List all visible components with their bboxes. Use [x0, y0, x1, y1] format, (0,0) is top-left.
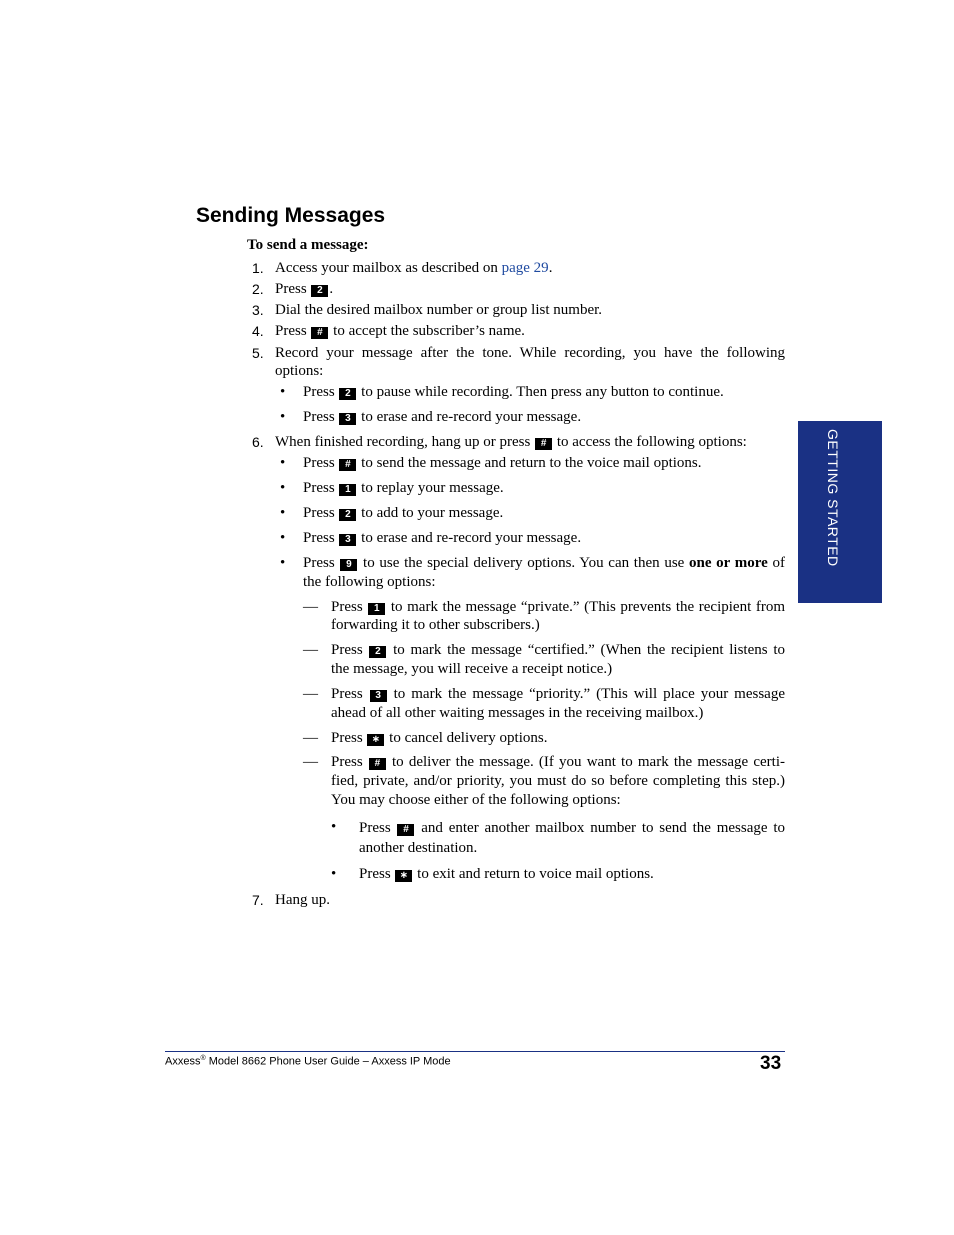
- step-4-text: Press # to accept the subscriber’s name.: [275, 323, 525, 339]
- bullet-marker: •: [280, 455, 286, 471]
- key-hash-icon: #: [369, 758, 386, 770]
- key-star-icon: ∗: [367, 734, 384, 746]
- step-number: 1.: [252, 260, 264, 276]
- key-9-icon: 9: [340, 559, 357, 571]
- small-bullet-marker: •: [331, 866, 337, 882]
- dash-marker: —: [303, 686, 318, 702]
- key-1-icon: 1: [339, 484, 356, 496]
- key-hash-icon: #: [535, 438, 552, 450]
- procedure-heading: To send a message:: [247, 237, 369, 253]
- key-hash-icon: #: [311, 327, 328, 339]
- bullet-marker: •: [280, 505, 286, 521]
- step-7-text: Hang up.: [275, 892, 330, 908]
- key-hash-icon: #: [339, 459, 356, 471]
- key-hash-icon: #: [397, 824, 414, 836]
- page-title: Sending Messages: [196, 204, 386, 227]
- step-2-text: Press 2 .: [275, 281, 334, 297]
- key-2-icon: 2: [369, 646, 386, 658]
- page-number: 33: [760, 1053, 782, 1074]
- dash-marker: —: [303, 599, 318, 615]
- key-2-icon: 2: [339, 388, 356, 400]
- step-number: 5.: [252, 345, 264, 361]
- key-1-icon: 1: [368, 603, 385, 615]
- key-3-icon: 3: [339, 413, 356, 425]
- bullet-marker: •: [280, 384, 286, 400]
- footer-title: Axxess® Model 8662 Phone User Guide – Axxess IP Mode: [165, 1055, 451, 1068]
- dash-item: Press 3 to mark the message “priority.” (This will place your message ahead of all other waiting messages in the receiving mailbox.): [331, 686, 785, 721]
- dash-marker: —: [303, 642, 318, 658]
- step-1-text: Access your mailbox as described on page 29.: [275, 260, 553, 276]
- dash-marker: —: [303, 754, 318, 770]
- bullet-marker: •: [280, 409, 286, 425]
- section-tab-label: GETTING STARTED: [825, 429, 841, 567]
- bullet-marker: •: [280, 555, 286, 571]
- key-star-icon: ∗: [395, 870, 412, 882]
- bullet-marker: •: [280, 480, 286, 496]
- key-2-icon: 2: [339, 509, 356, 521]
- bullet-item: Press # to send the message and return to the voice mail options.: [303, 455, 702, 471]
- bullet-marker: •: [280, 530, 286, 546]
- small-bullet-marker: •: [331, 819, 337, 835]
- step-number: 3.: [252, 302, 264, 318]
- sub-bullet-item: Press ∗ to exit and return to voice mail options.: [359, 866, 654, 882]
- sub-bullet-item: Press # and enter another mailbox number to send the message to another destination.: [359, 820, 785, 856]
- dash-item: Press 2 to mark the message “certified.” (When the recipient listens to the message, you will receive a receipt notice.): [331, 642, 785, 677]
- bullet-item: Press 3 to erase and re-record your message.: [303, 530, 582, 546]
- key-2-icon: 2: [311, 285, 328, 297]
- bullet-item: Press 2 to pause while recording. Then press any button to continue.: [303, 384, 724, 400]
- dash-item: Press 1 to mark the message “private.” (This prevents the recipient from forwarding it to other subscribers.): [331, 599, 785, 633]
- bullet-item: Press 2 to add to your message.: [303, 505, 504, 521]
- footer-divider: [165, 1051, 785, 1052]
- step-number: 4.: [252, 323, 264, 339]
- page-link[interactable]: page 29: [501, 260, 549, 276]
- step-number: 6.: [252, 434, 264, 450]
- step-number: 2.: [252, 281, 264, 297]
- step-3-text: Dial the desired mailbox number or group list number.: [275, 302, 603, 318]
- dash-item: Press ∗ to cancel delivery options.: [331, 730, 548, 746]
- key-3-icon: 3: [370, 690, 387, 702]
- bullet-item: Press 9 to use the special delivery options. You can then use one or more of the following options:: [303, 555, 785, 590]
- step-number: 7.: [252, 892, 264, 908]
- dash-item: Press # to deliver the message. (If you want to mark the message certi-fied, private, and/or priority, you must do so before completing this step.) You may choose either of the following options:: [331, 754, 785, 808]
- section-tab: [798, 421, 882, 603]
- dash-marker: —: [303, 730, 318, 746]
- step-5-text: Record your message after the tone. While recording, you have the following options:: [275, 345, 785, 379]
- bullet-item: Press 3 to erase and re-record your message.: [303, 409, 582, 425]
- key-3-icon: 3: [339, 534, 356, 546]
- step-6-text: When finished recording, hang up or press # to access the following options:: [275, 434, 747, 450]
- bullet-item: Press 1 to replay your message.: [303, 480, 504, 496]
